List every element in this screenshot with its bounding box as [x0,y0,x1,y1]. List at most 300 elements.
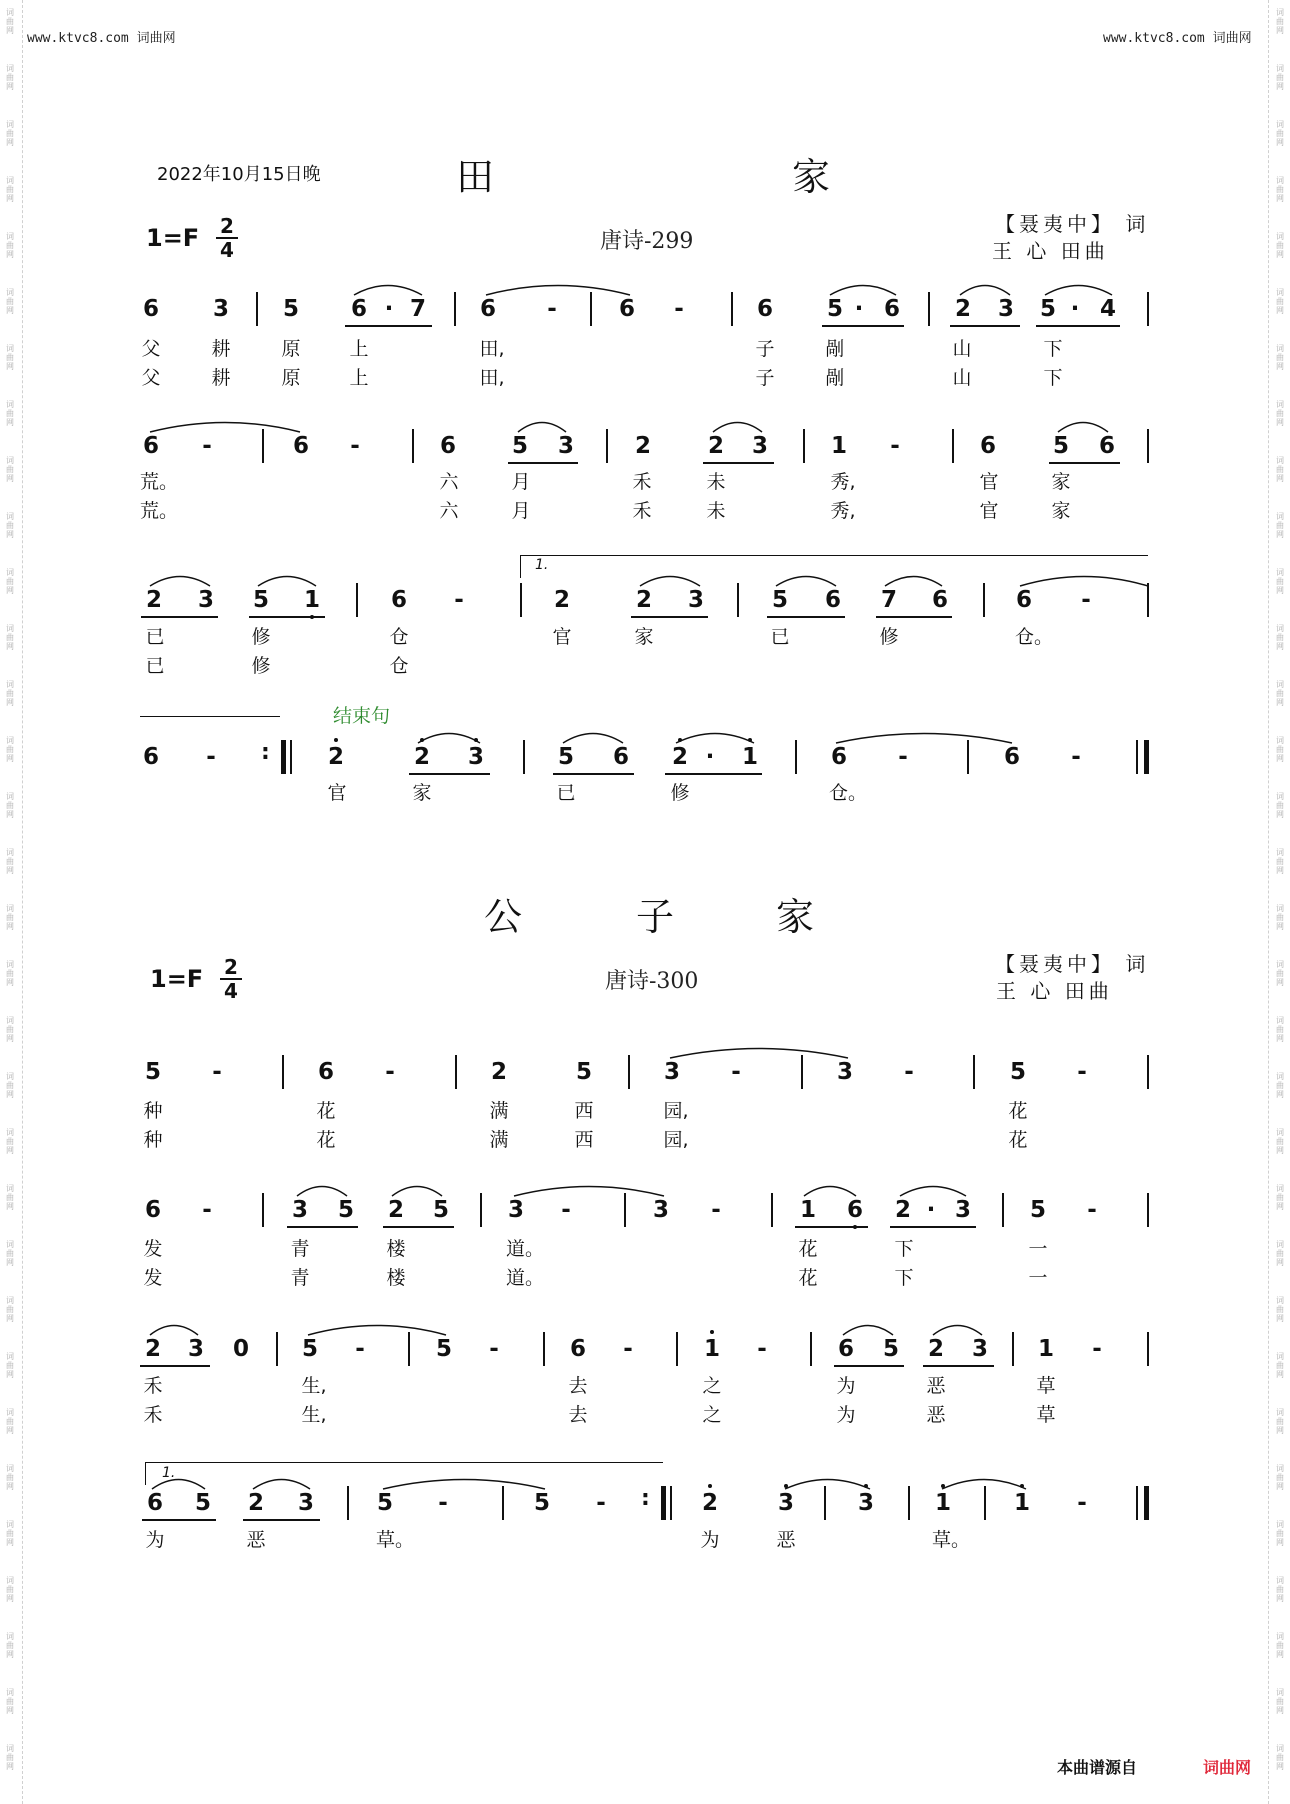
lyric-char: 子 [755,367,775,389]
note: 6 [439,433,456,459]
lyric-char: 未 [706,500,726,522]
slur-arc [843,1322,893,1336]
song1-composer: 王 心 田曲 [992,239,1109,263]
slur-arc [354,282,422,296]
slur-arc [713,419,762,433]
lyric-char: 青 [290,1267,310,1289]
song2-composer: 王 心 田曲 [996,979,1113,1003]
lyric-char: 上 [349,338,369,360]
lyric-char: 月 [511,471,531,493]
note: 6 [612,744,629,770]
dash-symbol: - [1071,744,1081,770]
dash-symbol: - [355,1336,365,1362]
dash-symbol: - [385,1059,395,1085]
note: 2 [387,1197,404,1223]
barline [1002,1193,1004,1227]
note: 6 [569,1336,586,1362]
lyric-char: 道。 [506,1238,545,1260]
beam-underline [142,1519,216,1521]
lyric-char: 禾 [143,1404,163,1426]
lyric-char: 官 [327,782,347,804]
song1-date: 2022年10月15日晚 [157,164,321,185]
right-margin-line [1268,0,1269,1804]
song1-ending-label: 结束句 [333,705,391,727]
beam-underline [631,616,708,618]
note: 3 [836,1059,853,1085]
song2-key-signature [150,965,203,993]
slur-arc [150,1322,198,1336]
lyric-char: 之 [702,1404,722,1426]
side-watermark-text: 词 曲 网 [1276,288,1284,315]
note: 5 [252,587,269,613]
note: 5 [511,433,528,459]
note: 7 [880,587,897,613]
song1-key: 1=F [146,224,200,252]
lyric-char: 一 [1028,1267,1048,1289]
lyric-char: 生, [301,1404,327,1426]
side-watermark-text: 词 曲 网 [6,624,14,651]
barline [952,429,954,463]
beam-underline [249,616,325,618]
song2-title-char-1: 公 [484,895,523,939]
slur-arc [253,1476,310,1490]
barline [670,1486,672,1520]
left-margin-line [22,0,23,1804]
final-barline [1144,1486,1149,1520]
side-watermark-text: 词 曲 网 [1276,512,1284,539]
dash-symbol: - [890,433,900,459]
side-watermark-text: 词 曲 网 [1276,344,1284,371]
note: 6 [1098,433,1115,459]
side-watermark-text: 词 曲 网 [6,1744,14,1771]
lyric-char: 花 [1008,1129,1028,1151]
slur-arc [804,1183,856,1197]
note: 2 [707,433,724,459]
side-watermark-text: 词 曲 网 [1276,1464,1284,1491]
lyric-char: 耕 [211,338,231,360]
side-watermark-text: 词 曲 网 [1276,904,1284,931]
slur-arc [1058,419,1108,433]
side-watermark-text: 词 曲 网 [6,288,14,315]
lyric-char: 已 [145,626,165,648]
song2-volta-number: 1. [162,1465,176,1481]
dash-symbol: - [1087,1197,1097,1223]
song1-title-char-2: 家 [792,155,831,199]
side-watermark-text: 词 曲 网 [6,568,14,595]
song1-time-signature [216,216,238,260]
lyric-char: 禾 [632,500,652,522]
note: 5 [826,296,843,322]
lyric-char: 为 [836,1404,856,1426]
slur-arc [392,1183,442,1197]
lyric-char: 草 [1036,1375,1056,1397]
side-watermark-text: 词 曲 网 [1276,176,1284,203]
slur-arc [383,1476,545,1490]
song1-time-bottom: 4 [220,238,234,262]
beam-underline [1036,325,1120,327]
lyric-char: 下 [1043,338,1063,360]
slur-arc [676,730,754,744]
lyric-char: 禾 [632,471,652,493]
dash-symbol: - [206,744,216,770]
lyric-char: 剮 [825,338,845,360]
lyric-char: 恶 [926,1404,946,1426]
side-watermark-text: 词 曲 网 [1276,1184,1284,1211]
barline [523,740,525,774]
dash-symbol: - [757,1336,767,1362]
beam-underline [345,325,432,327]
lyric-char: 已 [145,655,165,677]
side-watermark-text: 词 曲 网 [1276,232,1284,259]
side-watermark-text: 词 曲 网 [6,1184,14,1211]
barline [1136,740,1138,774]
repeat-dots: : [261,740,270,765]
note: 3 [954,1197,971,1223]
barline [543,1332,545,1366]
note: 7 [409,296,426,322]
barline [262,429,264,463]
barline [803,429,805,463]
lyric-char: 仓 [389,626,409,648]
lyric-char: 子 [755,338,775,360]
dash-symbol: - [202,1197,212,1223]
lyric-char: 草 [1036,1404,1056,1426]
side-watermark-text: 词 曲 网 [1276,1688,1284,1715]
beam-underline [141,616,218,618]
note: 1 [1010,1488,1034,1518]
slur-arc [297,1183,347,1197]
lyric-char: 去 [568,1404,588,1426]
song2-time-bottom: 4 [224,979,238,1003]
barline [795,740,797,774]
dot-symbol: · [705,744,715,770]
beam-underline [890,1226,976,1228]
note: 6 [317,1059,334,1085]
watermark-left: www.ktvc8.com 词曲网 [27,31,176,46]
note: 5 [435,1336,452,1362]
lyric-char: 园, [663,1100,689,1122]
note: 1 [700,1334,724,1364]
note: 2 [553,587,570,613]
lyric-char: 修 [879,626,899,648]
barline [276,1332,278,1366]
note: 6 [142,744,159,770]
note: 3 [197,587,214,613]
dash-symbol: - [561,1197,571,1223]
lyric-char: 一 [1028,1238,1048,1260]
side-watermark-text: 词 曲 网 [6,176,14,203]
barline [502,1486,504,1520]
barline [256,292,258,326]
barline [480,1193,482,1227]
note: 2 [668,742,692,772]
lyric-char: 之 [702,1375,722,1397]
barline [590,292,592,326]
dash-symbol: - [898,744,908,770]
note: 2 [698,1488,722,1518]
note: 6 [837,1336,854,1362]
lyric-char: 官 [979,500,999,522]
note: 1 [300,585,324,615]
lyric-char: 荒。 [140,500,179,522]
side-watermark-text: 词 曲 网 [1276,120,1284,147]
lyric-char: 生, [301,1375,327,1397]
dash-symbol: - [904,1059,914,1085]
repeat-barline [281,740,286,774]
barline [824,1486,826,1520]
song1-volta-number: 1. [535,557,549,573]
dot-symbol: · [1070,296,1080,322]
beam-underline [767,616,845,618]
note: 6 [479,296,496,322]
side-watermark-text: 词 曲 网 [1276,1520,1284,1547]
lyric-char: 为 [836,1375,856,1397]
note: 3 [212,296,229,322]
song2-subtitle: 唐诗-300 [605,969,699,994]
note: 6 [824,587,841,613]
side-watermark-text: 词 曲 网 [1276,1072,1284,1099]
lyric-char: 六 [439,500,459,522]
lyric-char: 种 [143,1100,163,1122]
barline [1147,1055,1149,1089]
lyric-char: 官 [979,471,999,493]
lyric-char: 家 [1051,471,1071,493]
side-watermark-text: 词 曲 网 [6,1408,14,1435]
beam-underline [383,1226,454,1228]
note: 6 [350,296,367,322]
lyric-char: 青 [290,1238,310,1260]
slur-arc [1045,282,1112,296]
lyric-char: 原 [281,367,301,389]
lyric-char: 仓。 [1015,626,1054,648]
note: 2 [247,1490,264,1516]
side-watermark-text: 词 曲 网 [6,1296,14,1323]
note: 2 [635,587,652,613]
note: 6 [292,433,309,459]
dash-symbol: - [350,433,360,459]
barline [1147,292,1149,326]
note: 6 [979,433,996,459]
side-watermark-text: 词 曲 网 [6,1520,14,1547]
side-watermark-text: 词 曲 网 [6,1016,14,1043]
slur-arc [885,573,942,587]
barline [520,583,522,617]
note: 1 [738,742,762,772]
slur-arc [670,1045,848,1059]
note: 3 [297,1490,314,1516]
slur-arc [776,573,836,587]
song2-title-char-2: 子 [636,895,675,939]
note: 2 [927,1336,944,1362]
barline [771,1193,773,1227]
lyric-char: 官 [552,626,572,648]
barline [1147,1332,1149,1366]
note: 6 [390,587,407,613]
slur-arc [960,282,1010,296]
side-watermark-text: 词 曲 网 [1276,1576,1284,1603]
lyric-char: 西 [574,1129,594,1151]
lyric-char: 修 [670,782,690,804]
barline [731,292,733,326]
barline [801,1055,803,1089]
note: 6 [1015,587,1032,613]
note: 3 [291,1197,308,1223]
note: 3 [663,1059,680,1085]
side-watermark-text: 词 曲 网 [1276,1408,1284,1435]
barline [282,1055,284,1089]
lyric-char: 田, [479,367,505,389]
side-watermark-text: 词 曲 网 [1276,624,1284,651]
note: 5 [1039,296,1056,322]
lyric-char: 荒。 [140,471,179,493]
song2-key: 1=F [150,965,204,993]
side-watermark-text: 词 曲 网 [1276,64,1284,91]
barline [1147,429,1149,463]
barline [810,1332,812,1366]
side-watermark-text: 词 曲 网 [1276,1632,1284,1659]
slur-arc [150,419,300,433]
song1-lyricist: 【聂夷中】 词 [995,212,1150,236]
side-watermark-text: 词 曲 网 [1276,1744,1284,1771]
song1-time-top: 2 [220,214,234,238]
slur-arc [150,573,210,587]
lyric-char: 父 [141,367,161,389]
lyric-char: 仓。 [829,782,868,804]
note: 3 [652,1197,669,1223]
footer-brand[interactable]: 词曲网 [1203,1758,1252,1777]
side-watermark-text: 词 曲 网 [6,400,14,427]
beam-underline [822,325,904,327]
dash-symbol: - [547,296,557,322]
song1-key-signature [146,224,199,252]
barline [973,1055,975,1089]
lyric-char: 花 [316,1100,336,1122]
slur-arc [418,730,480,744]
side-watermark-text: 词 曲 网 [1276,1016,1284,1043]
lyric-char: 西 [574,1100,594,1122]
note: 5 [337,1197,354,1223]
lyric-char: 田, [479,338,505,360]
note: 5 [194,1490,211,1516]
note: 5 [575,1059,592,1085]
side-watermark-text: 词 曲 网 [6,1240,14,1267]
side-watermark-text: 词 曲 网 [6,64,14,91]
dash-symbol: - [711,1197,721,1223]
side-watermark-text: 词 曲 网 [6,1128,14,1155]
lyric-char: 修 [251,655,271,677]
beam-underline [795,1226,868,1228]
lyric-char: 仓 [389,655,409,677]
note: 6 [830,744,847,770]
side-watermark-text: 词 曲 网 [6,456,14,483]
barline [908,1486,910,1520]
beam-underline [876,616,952,618]
lyric-char: 草。 [932,1529,971,1551]
note: 4 [1099,296,1116,322]
barline [347,1486,349,1520]
dot-symbol: · [854,296,864,322]
lyric-char: 为 [145,1529,165,1551]
lyric-char: 上 [349,367,369,389]
side-watermark-text: 词 曲 网 [1276,848,1284,875]
lyric-char: 原 [281,338,301,360]
note: 6 [883,296,900,322]
lyric-char: 家 [1051,500,1071,522]
side-watermark-text: 词 曲 网 [1276,1128,1284,1155]
note: 6 [142,296,159,322]
dot-symbol: · [926,1197,936,1223]
note: 5 [771,587,788,613]
lyric-char: 种 [143,1129,163,1151]
note: 6 [144,1197,161,1223]
barline [455,1055,457,1089]
barline [1136,1486,1138,1520]
barline [262,1193,264,1227]
barline [1147,1193,1149,1227]
note: 3 [774,1488,798,1518]
side-watermark-text: 词 曲 网 [1276,1296,1284,1323]
barline [454,292,456,326]
slur-arc [785,1476,870,1490]
side-watermark-text: 词 曲 网 [6,848,14,875]
note: 5 [1009,1059,1026,1085]
beam-underline [665,773,762,775]
note: 2 [634,433,651,459]
side-watermark-text: 词 曲 网 [6,1072,14,1099]
dash-symbol: - [1092,1336,1102,1362]
note: 2 [324,742,348,772]
barline [412,429,414,463]
lyric-char: 满 [489,1100,509,1122]
note: 6 [843,1195,867,1225]
song1-title-char-1: 田 [456,155,495,199]
lyric-char: 山 [952,338,972,360]
note: 2 [145,587,162,613]
side-watermark-text: 词 曲 网 [6,1688,14,1715]
song1-subtitle: 唐诗-299 [600,229,694,254]
barline [1012,1332,1014,1366]
lyric-char: 恶 [246,1529,266,1551]
side-watermark-text: 词 曲 网 [6,1576,14,1603]
lyric-char: 为 [700,1529,720,1551]
note: 3 [997,296,1014,322]
side-watermark-text: 词 曲 网 [1276,400,1284,427]
lyric-char: 楼 [386,1267,406,1289]
note: 3 [751,433,768,459]
side-watermark-text: 词 曲 网 [6,1464,14,1491]
lyric-char: 下 [894,1267,914,1289]
dot-symbol: · [384,296,394,322]
note: 6 [618,296,635,322]
lyric-char: 花 [798,1238,818,1260]
note: 3 [507,1197,524,1223]
barline [928,292,930,326]
note: 2 [894,1197,911,1223]
lyric-char: 道。 [506,1267,545,1289]
slur-arc [933,1322,982,1336]
lyric-char: 园, [663,1129,689,1151]
dash-symbol: - [202,433,212,459]
side-watermark-text: 词 曲 网 [6,736,14,763]
slur-arc [942,1476,1026,1490]
note: 6 [931,587,948,613]
final-barline [1144,740,1149,774]
lyric-char: 恶 [926,1375,946,1397]
barline [606,429,608,463]
beam-underline [508,462,578,464]
lyric-char: 修 [251,626,271,648]
slur-arc [308,1322,446,1336]
